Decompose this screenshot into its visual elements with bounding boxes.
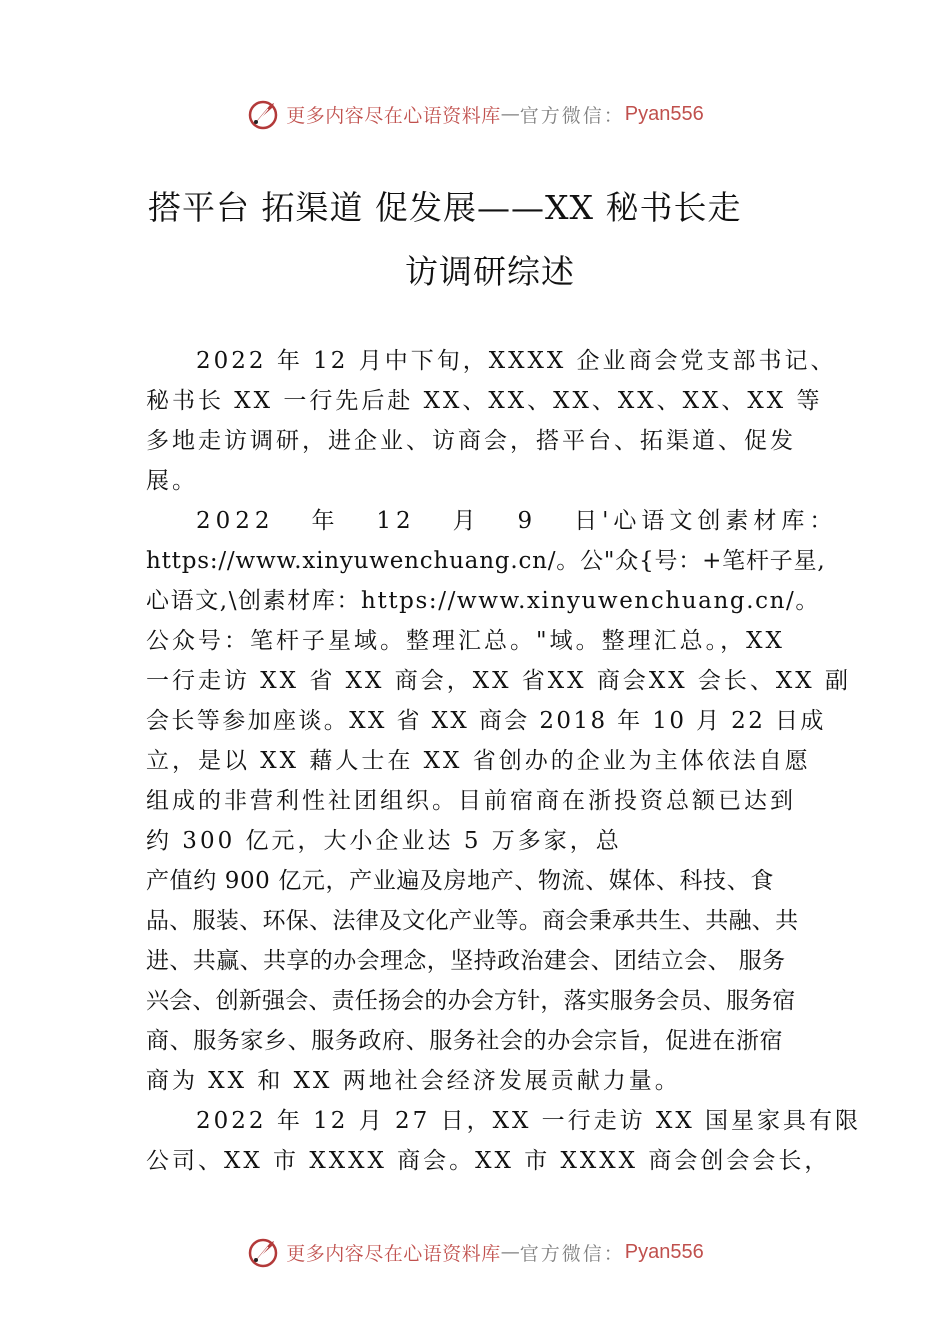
document-body	[146, 341, 862, 1181]
text-line: https://www.xinyuwenchuang.cn/。公"众{号：+笔杆子星,	[146, 548, 826, 574]
paragraph-1	[146, 341, 837, 501]
text-line: 心语文,\创素材库：https://www.xinyuwenchuang.cn/。	[146, 588, 820, 614]
footer-watermark	[0, 1232, 950, 1272]
watermark-promo-text: 更多内容尽在心语资料库	[286, 1242, 501, 1265]
watermark-wechat-id: Pyan556	[624, 1240, 704, 1263]
text-line: 公司、XX 市 XXXX 商会。XX 市 XXXX 商会创会会长，	[146, 1148, 831, 1174]
text-line: 品、服装、环保、法律及文化产业等。商会秉承共生、共融、共	[146, 908, 799, 934]
text-line: 秘书长 XX 一行先后赴 XX、XX、XX、XX、XX、XX 等	[146, 388, 823, 414]
quill-pen-logo-icon	[246, 1235, 280, 1269]
watermark-promo-text: 更多内容尽在心语资料库	[286, 104, 501, 127]
text-line: 多地走访调研，进企业、访商会，搭平台、拓渠道、促发	[146, 428, 796, 454]
watermark-wechat-id: Pyan556	[624, 102, 704, 125]
text-line: 组成的非营利性社团组织。目前宿商在浙投资总额已达到	[146, 788, 796, 814]
text-line: 产值约 900 亿元，产业遍及房地产、物流、媒体、科技、食	[146, 868, 774, 894]
document-title-line-1: 搭平台 拓渠道 促发展——XX 秘书长走	[148, 188, 742, 227]
watermark-wechat-label: 官方微信：	[519, 104, 625, 127]
quill-pen-logo-icon	[246, 97, 280, 131]
watermark-dash: —	[500, 103, 520, 125]
text-line: 一行走访 XX 省 XX 商会，XX 省XX 商会XX 会长、XX 副	[146, 668, 851, 694]
text-line: 立，是以 XX 藉人士在 XX 省创办的企业为主体依法自愿	[146, 748, 811, 774]
text-line: 公众号：笔杆子星域。整理汇总。"域。整理汇总。，XX	[146, 628, 785, 654]
text-line: 2022 年 12 月 9 日'心语文创素材库：	[196, 508, 838, 534]
text-line: 会长等参加座谈。XX 省 XX 商会 2018 年 10 月 22 日成	[146, 708, 826, 734]
text-line: 进、共赢、共享的办会理念，坚持政治建会、团结立会、 服务	[146, 948, 786, 974]
text-line: 2022 年 12 月中下旬，XXXX 企业商会党支部书记、	[196, 348, 837, 374]
paragraph-3	[146, 1101, 862, 1181]
document-title-line-2: 访调研综述	[405, 252, 575, 291]
text-line: 商为 XX 和 XX 两地社会经济发展贡献力量。	[146, 1068, 681, 1094]
text-line: 展。	[146, 468, 198, 494]
text-line: 2022 年 12 月 27 日，XX 一行走访 XX 国星家具有限	[196, 1108, 862, 1134]
header-watermark	[0, 94, 950, 134]
paragraph-2	[146, 501, 851, 1101]
watermark-dash: —	[500, 1241, 520, 1263]
watermark-wechat-label: 官方微信：	[519, 1242, 625, 1265]
text-line: 约 300 亿元，大小企业达 5 万多家，总	[146, 828, 622, 854]
text-line: 兴会、创新强会、责任扬会的办会方针，落实服务会员、服务宿	[146, 988, 796, 1014]
text-line: 商、服务家乡、服务政府、服务社会的办会宗旨，促进在浙宿	[146, 1028, 784, 1054]
